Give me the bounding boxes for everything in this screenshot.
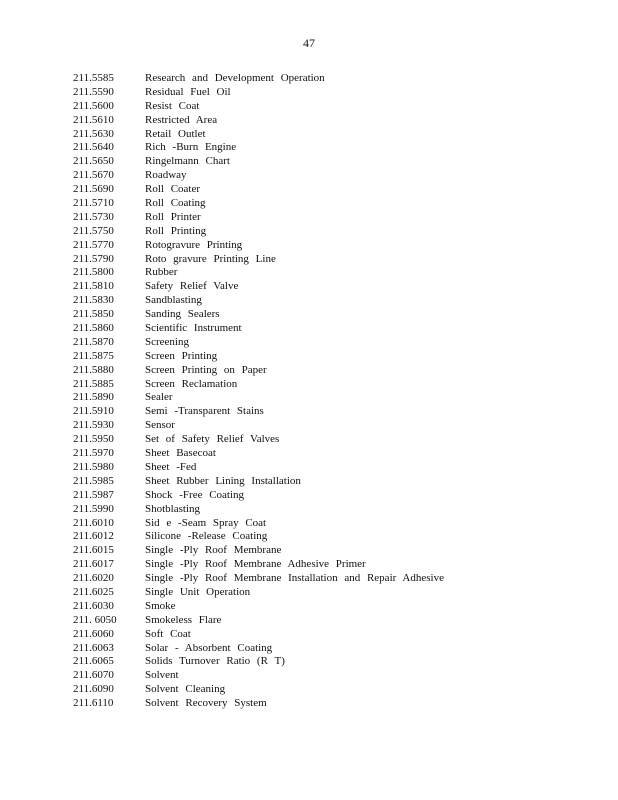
section-code: 211.5990 [73, 502, 114, 515]
section-code: 211.6070 [73, 669, 114, 682]
index-entry [73, 378, 444, 392]
index-entry [73, 197, 444, 211]
section-code: 211.6025 [73, 585, 114, 598]
section-code: 211.6060 [73, 627, 114, 640]
section-code: 211.5750 [73, 224, 114, 237]
page-number: 47 [303, 36, 315, 50]
section-code: 211.5985 [73, 474, 114, 487]
defined-term: Roll Printing [145, 224, 207, 237]
defined-term: Silicone -Release Coating [145, 530, 268, 543]
index-entry [73, 530, 444, 544]
defined-term: Residual Fuel Oil [145, 85, 231, 98]
index-entry [73, 558, 444, 572]
defined-term: Roll Coating [145, 197, 206, 210]
index-entry [73, 600, 444, 614]
index-entry [73, 100, 444, 114]
section-code: 211.5910 [73, 405, 114, 418]
section-code: 211.6010 [73, 516, 114, 529]
section-code: 211.5670 [73, 169, 114, 182]
index-entry [73, 461, 444, 475]
defined-term: Roadway [145, 169, 187, 182]
defined-term: Solvent Cleaning [145, 683, 226, 696]
section-code: 211.5710 [73, 197, 114, 210]
section-code: 211.5790 [73, 252, 114, 265]
section-code: 211.5830 [73, 294, 114, 307]
section-code: 211.5875 [73, 349, 114, 362]
section-code: 211.5930 [73, 419, 114, 432]
defined-term: Roto gravure Printing Line [145, 252, 276, 265]
index-entry [73, 433, 444, 447]
defined-term: Shock -Free Coating [145, 488, 245, 501]
index-entry [73, 308, 444, 322]
section-code: 211.5970 [73, 447, 114, 460]
defined-term: Safety Relief Valve [145, 280, 239, 293]
index-entry [73, 655, 444, 669]
defined-term: Screen Printing [145, 349, 218, 362]
index-entry [73, 239, 444, 253]
index-entry [73, 628, 444, 642]
index-entry [73, 225, 444, 239]
index-entry [73, 253, 444, 267]
index-entry [73, 322, 444, 336]
section-code: 211.5770 [73, 238, 114, 251]
section-code: 211.6110 [73, 697, 114, 710]
section-code: 211.5590 [73, 85, 114, 98]
defined-term: Screening [145, 335, 189, 348]
index-entry [73, 350, 444, 364]
defined-term: Solvent Recovery System [145, 697, 267, 710]
index-entry [73, 391, 444, 405]
defined-term: Screen Reclamation [145, 377, 238, 390]
index-entry [73, 169, 444, 183]
defined-term: Rich -Burn Engine [145, 141, 237, 154]
section-code: 211.5640 [73, 141, 114, 154]
defined-term: Solar - Absorbent Coating [145, 641, 273, 654]
section-code: 211.5610 [73, 113, 114, 126]
defined-term: Smoke [145, 599, 176, 612]
index-entry [73, 114, 444, 128]
defined-term: Sanding Sealers [145, 308, 220, 321]
index-entry [73, 280, 444, 294]
index-entry [73, 447, 444, 461]
index-entry [73, 336, 444, 350]
defined-term: Sheet Basecoat [145, 447, 216, 460]
section-code: 211.5850 [73, 308, 114, 321]
defined-term: Scientific Instrument [145, 322, 242, 335]
section-code: 211.5730 [73, 210, 114, 223]
section-code: 211.5690 [73, 183, 114, 196]
section-code: 211.5600 [73, 99, 114, 112]
defined-term: Roll Printer [145, 210, 201, 223]
index-entry [73, 586, 444, 600]
index-entry [73, 405, 444, 419]
defined-term: Single -Ply Roof Membrane [145, 544, 282, 557]
defined-term: Single -Ply Roof Membrane Adhesive Primer [145, 558, 366, 571]
section-code: 211.6030 [73, 599, 114, 612]
index-entry [73, 503, 444, 517]
index-entry [73, 72, 444, 86]
defined-term: Single -Ply Roof Membrane Installation and Repair Adhesive [145, 572, 444, 585]
section-code: 211.5860 [73, 322, 114, 335]
index-entry [73, 364, 444, 378]
defined-term: Ringelmann Chart [145, 155, 230, 168]
index-entry [73, 642, 444, 656]
section-code: 211.6012 [73, 530, 114, 543]
section-code: 211.5890 [73, 391, 114, 404]
section-code: 211.5870 [73, 335, 114, 348]
index-entry [73, 266, 444, 280]
index-entry [73, 128, 444, 142]
section-code: 211.5885 [73, 377, 114, 390]
defined-term: Resist Coat [145, 99, 200, 112]
index-entry [73, 86, 444, 100]
defined-term: Solvent [145, 669, 179, 682]
index-entry [73, 475, 444, 489]
defined-term: Screen Printing on Paper [145, 363, 267, 376]
index-entry [73, 489, 444, 503]
index-entry [73, 669, 444, 683]
defined-term: Rotogravure Printing [145, 238, 243, 251]
index-entry [73, 141, 444, 155]
definition-index-list [73, 72, 444, 711]
section-code: 211. 6050 [73, 613, 117, 626]
section-code: 211.5650 [73, 155, 114, 168]
defined-term: Sheet -Fed [145, 460, 197, 473]
defined-term: Sealer [145, 391, 173, 404]
section-code: 211.6065 [73, 655, 114, 668]
section-code: 211.5630 [73, 127, 114, 140]
defined-term: Smokeless Flare [145, 613, 222, 626]
section-code: 211.5987 [73, 488, 114, 501]
defined-term: Research and Development Operation [145, 72, 325, 84]
section-code: 211.5800 [73, 266, 114, 279]
section-code: 211.5585 [73, 72, 114, 84]
section-code: 211.6090 [73, 683, 114, 696]
index-entry [73, 211, 444, 225]
index-entry [73, 683, 444, 697]
defined-term: Sandblasting [145, 294, 202, 307]
defined-term: Single Unit Operation [145, 585, 251, 598]
index-entry [73, 183, 444, 197]
defined-term: Retail Outlet [145, 127, 206, 140]
defined-term: Soft Coat [145, 627, 191, 640]
defined-term: Sheet Rubber Lining Installation [145, 474, 301, 487]
index-entry [73, 697, 444, 711]
defined-term: Semi -Transparent Stains [145, 405, 264, 418]
defined-term: Rubber [145, 266, 178, 279]
section-code: 211.6020 [73, 572, 114, 585]
defined-term: Sid e -Seam Spray Coat [145, 516, 267, 529]
index-entry [73, 419, 444, 433]
defined-term: Set of Safety Relief Valves [145, 433, 280, 446]
section-code: 211.5980 [73, 460, 114, 473]
index-entry [73, 155, 444, 169]
section-code: 211.6015 [73, 544, 114, 557]
section-code: 211.6017 [73, 558, 114, 571]
defined-term: Restricted Area [145, 113, 218, 126]
defined-term: Roll Coater [145, 183, 201, 196]
index-entry [73, 294, 444, 308]
defined-term: Sensor [145, 419, 175, 432]
defined-term: Shotblasting [145, 502, 201, 515]
index-entry [73, 572, 444, 586]
defined-term: Solids Turnover Ratio (R T) [145, 655, 285, 668]
index-entry [73, 614, 444, 628]
index-entry [73, 517, 444, 531]
index-entry [73, 544, 444, 558]
section-code: 211.5880 [73, 363, 114, 376]
section-code: 211.6063 [73, 641, 114, 654]
section-code: 211.5950 [73, 433, 114, 446]
section-code: 211.5810 [73, 280, 114, 293]
